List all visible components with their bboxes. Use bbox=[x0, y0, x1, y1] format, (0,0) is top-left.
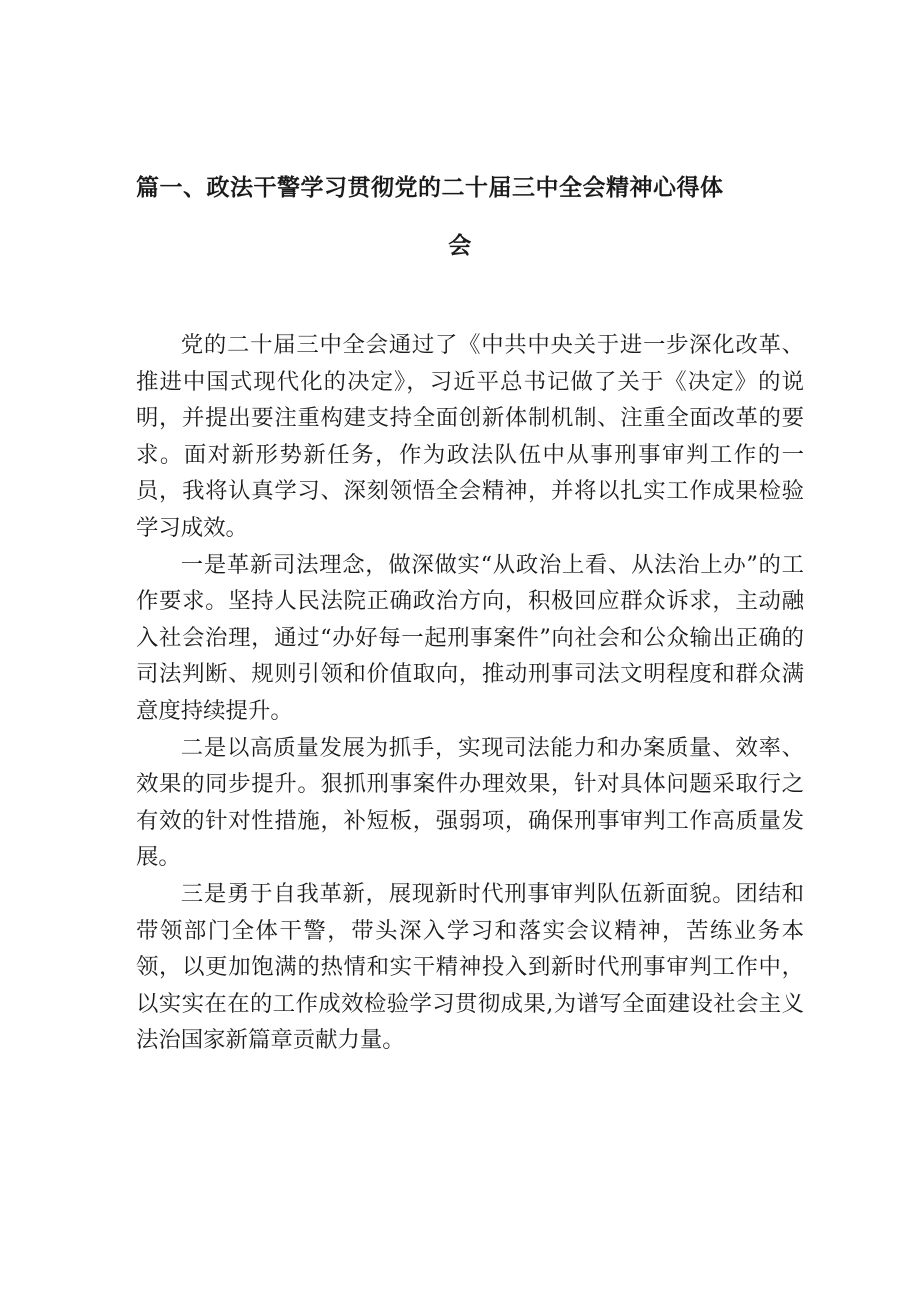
document-title-line-1: 篇一、政法干警学习贯彻党的二十届三中全会精神心得体 bbox=[136, 174, 724, 201]
document-title-line-2: 会 bbox=[448, 232, 472, 259]
paragraph-point-three: 三是勇于自我革新，展现新时代刑事审判队伍新面貌。团结和带领部门全体干警，带头深入学习和落实会议精神，苦练业务本领，以更加饱满的热情和实干精神投入到新时代刑事审判工作中，以实实在在的工作成效检验学习贯彻成果,为谱写全面建设社会主义法治国家新篇章贡献力量。 bbox=[136, 880, 804, 1054]
paragraph-point-one: 一是革新司法理念，做深做实“从政治上看、从法治上办”的工作要求。坚持人民法院正确政治方向，积极回应群众诉求，主动融入社会治理，通过“办好每一起刑事案件”向社会和公众输出正确的司法判断、规则引领和价值取向，推动刑事司法文明程度和群众满意度持续提升。 bbox=[136, 551, 804, 724]
paragraph-intro: 党的二十届三中全会通过了《中共中央关于进一步深化改革、推进中国式现代化的决定》，习近平总书记做了关于《决定》的说明，并提出要注重构建支持全面创新体制机制、注重全面改革的要求。面对新形势新任务，作为政法队伍中从事刑事审判工作的一员，我将认真学习、深刻领悟全会精神，并将以扎实工作成果检验学习成效。 bbox=[136, 332, 804, 541]
paragraph-point-two: 二是以高质量发展为抓手，实现司法能力和办案质量、效率、效果的同步提升。狠抓刑事案件办理效果，针对具体问题采取行之有效的针对性措施，补短板，强弱项，确保刑事审判工作高质量发展。 bbox=[136, 734, 804, 871]
document-body bbox=[136, 327, 804, 1059]
